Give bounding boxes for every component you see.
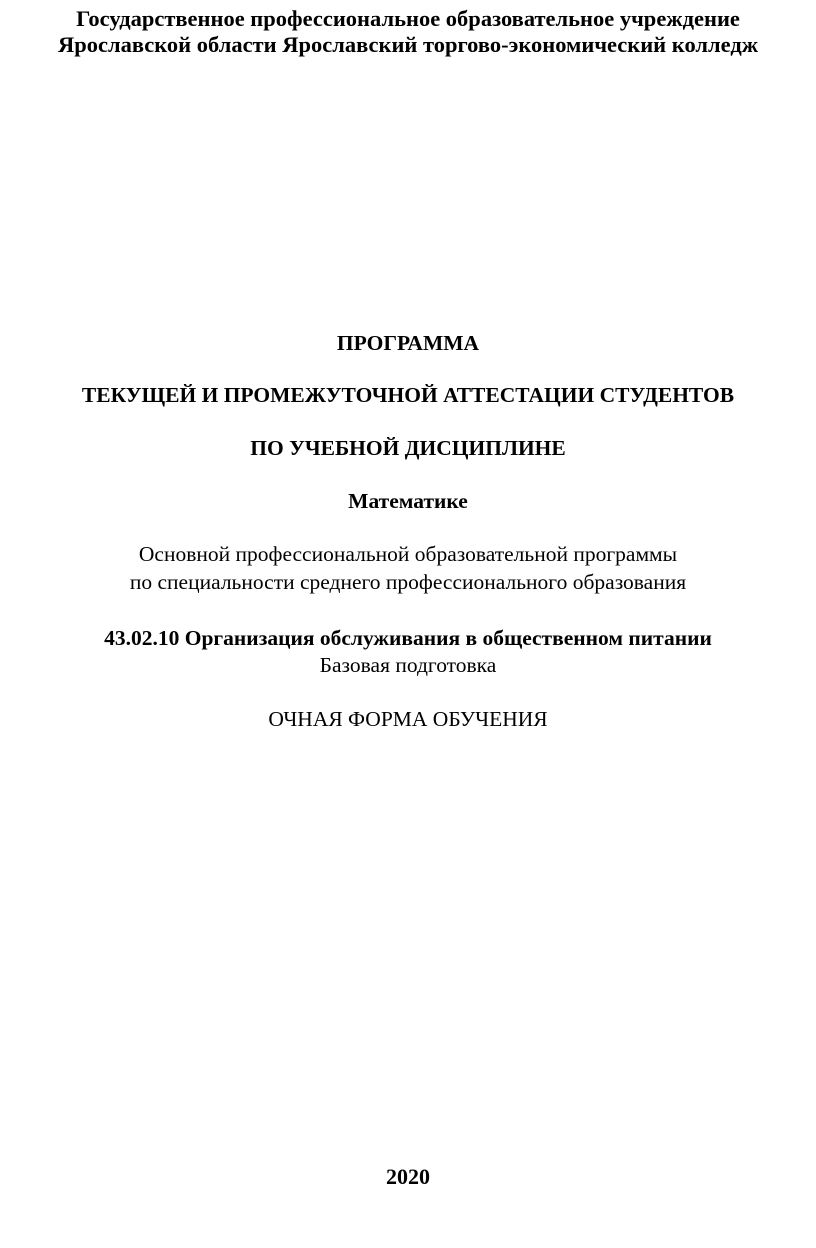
institution-line-1: Государственное профессиональное образовательное учреждение bbox=[76, 6, 740, 31]
specialty: 43.02.10 Организация обслуживания в общественном питании bbox=[104, 626, 712, 650]
training-level: Базовая подготовка bbox=[319, 653, 497, 677]
program-heading: ПРОГРАММА bbox=[336, 331, 480, 355]
program-line-2: по специальности среднего профессионального образования bbox=[129, 570, 687, 594]
institution-line-2: Ярославской области Ярославский торгово-экономический колледж bbox=[57, 32, 759, 57]
year: 2020 bbox=[386, 1164, 430, 1189]
discipline-name: Математике bbox=[348, 489, 468, 513]
discipline-label: ПО УЧЕБНОЙ ДИСЦИПЛИНЕ bbox=[250, 436, 566, 460]
assessment-heading: ТЕКУЩЕЙ И ПРОМЕЖУТОЧНОЙ АТТЕСТАЦИИ СТУДЕНТОВ bbox=[81, 383, 735, 407]
study-form: ОЧНАЯ ФОРМА ОБУЧЕНИЯ bbox=[268, 707, 548, 731]
program-line-1: Основной профессиональной образовательной программы bbox=[138, 542, 678, 566]
